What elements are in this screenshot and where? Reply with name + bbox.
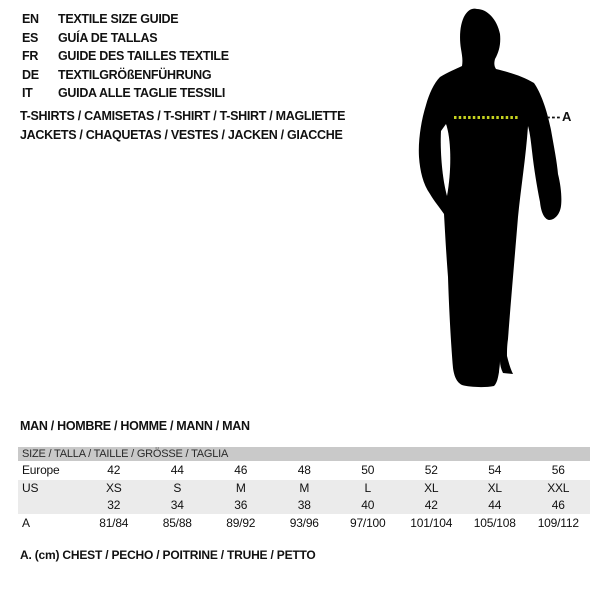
language-title: GUÍA DE TALLAS: [58, 30, 158, 45]
man-silhouette: [405, 6, 570, 391]
language-row: [22, 10, 229, 29]
table-cell: 32: [107, 498, 121, 512]
language-title: TEXTILE SIZE GUIDE: [58, 12, 179, 26]
table-row-europe: [18, 461, 590, 480]
table-cell: M: [235, 481, 246, 495]
category-jackets: JACKETS / CHAQUETAS / VESTES / JACKEN / GIACCHE: [20, 127, 343, 142]
language-row: [22, 84, 229, 103]
size-table-header: SIZE / TALLA / TAILLE / GRÖSSE / TAGLIA: [18, 447, 590, 461]
language-code: EN: [22, 12, 39, 26]
table-cell: 85/88: [162, 516, 192, 530]
language-row: [22, 66, 229, 85]
language-title: GUIDE DES TAILLES TEXTILE: [58, 49, 229, 63]
language-list: [22, 10, 229, 103]
table-cell: M: [299, 481, 310, 495]
table-cell: 93/96: [289, 516, 319, 530]
table-cell: S: [173, 481, 182, 495]
table-cell: XL: [424, 481, 439, 495]
row-label: US: [22, 481, 39, 495]
footnote-chest: A. (cm) CHEST / PECHO / POITRINE / TRUHE / PETTO: [20, 548, 316, 562]
table-cell: 50: [361, 463, 375, 477]
table-cell: XS: [105, 481, 122, 495]
table-cell: 44: [170, 463, 184, 477]
size-table: [18, 447, 590, 532]
table-cell: 48: [297, 463, 311, 477]
table-row-us: [18, 480, 590, 497]
category-lines: [20, 107, 345, 144]
table-cell: XL: [487, 481, 502, 495]
table-cell: 52: [424, 463, 438, 477]
table-cell: L: [364, 481, 371, 495]
table-cell: 44: [488, 498, 502, 512]
table-cell: 109/112: [537, 516, 579, 530]
table-cell: 46: [551, 498, 565, 512]
language-code: DE: [22, 67, 39, 82]
section-title-man: MAN / HOMBRE / HOMME / MANN / MAN: [20, 419, 250, 433]
table-cell: 81/84: [99, 516, 129, 530]
language-code: IT: [22, 86, 33, 100]
language-row: [22, 29, 229, 48]
table-cell: 54: [488, 463, 502, 477]
table-cell: 101/104: [410, 516, 453, 530]
table-cell: 89/92: [226, 516, 256, 530]
table-cell: 105/108: [473, 516, 516, 530]
category-tshirts: T-SHIRTS / CAMISETAS / T-SHIRT / T-SHIRT / MAGLIETTE: [20, 109, 346, 123]
language-title: TEXTILGRÖßENFÜHRUNG: [58, 67, 212, 82]
table-cell: 97/100: [349, 516, 386, 530]
table-cell: 38: [297, 498, 311, 512]
row-label: [18, 497, 82, 514]
measure-label-a: A: [562, 109, 572, 124]
table-cell: 42: [107, 463, 121, 477]
row-label: Europe: [22, 463, 60, 477]
table-cell: 42: [424, 498, 438, 512]
man-body-shape: [419, 9, 562, 387]
language-code: ES: [22, 30, 39, 45]
language-code: FR: [22, 49, 39, 63]
table-cell: XXL: [547, 481, 570, 495]
table-cell: 36: [234, 498, 248, 512]
table-row-chest-a: [18, 514, 590, 532]
table-cell: 56: [551, 463, 565, 477]
table-cell: 46: [234, 463, 248, 477]
row-label: A: [22, 516, 30, 530]
language-row: [22, 47, 229, 66]
language-title: GUIDA ALLE TAGLIE TESSILI: [58, 86, 226, 100]
table-cell: 40: [361, 498, 375, 512]
table-cell: 34: [170, 498, 184, 512]
table-row-us-numeric: [18, 497, 590, 514]
